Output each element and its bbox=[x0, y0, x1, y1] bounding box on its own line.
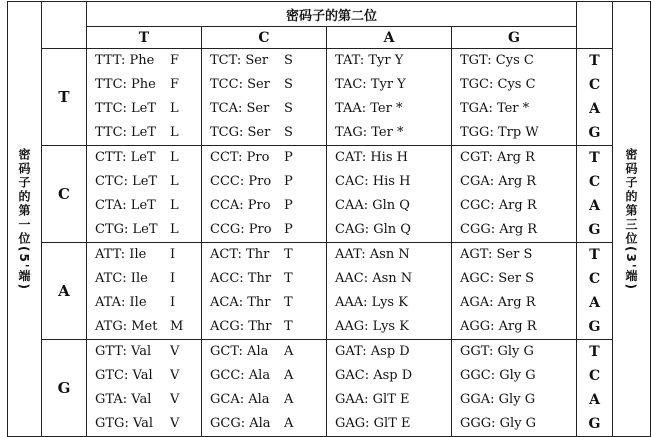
amino-acid-letter: V bbox=[170, 392, 180, 407]
codon-text: CCT: Pro bbox=[210, 150, 270, 165]
codon-text: CGT: Arg R bbox=[460, 150, 535, 165]
codon-text: ACC: Thr bbox=[210, 271, 272, 286]
amino-acid-letter: I bbox=[170, 295, 176, 310]
codon-text: AGG: Arg R bbox=[460, 319, 537, 334]
codon-cell bbox=[87, 49, 202, 146]
amino-acid-letter: L bbox=[170, 101, 179, 116]
codon-cell bbox=[327, 49, 452, 146]
codon-text: AAG: Lys K bbox=[335, 319, 409, 334]
codon-cell bbox=[452, 340, 577, 437]
codon-entry bbox=[452, 315, 576, 339]
codon-cell bbox=[452, 243, 577, 340]
codon-text: AAT: Asn N bbox=[335, 247, 410, 262]
codon-entry bbox=[202, 170, 326, 194]
third-base-label: C bbox=[588, 77, 601, 93]
codon-cell bbox=[87, 243, 202, 340]
codon-entry bbox=[87, 364, 201, 388]
third-base-label: C bbox=[588, 174, 601, 190]
codon-entry bbox=[327, 388, 451, 412]
amino-acid-letter: A bbox=[284, 416, 294, 431]
amino-acid-letter: P bbox=[284, 222, 293, 237]
codon-entry bbox=[87, 267, 201, 291]
amino-acid-letter: P bbox=[284, 150, 293, 165]
codon-entry bbox=[87, 412, 201, 436]
amino-acid-letter: L bbox=[170, 174, 179, 189]
codon-text: CCC: Pro bbox=[210, 174, 272, 189]
codon-text: TAG: Ter * bbox=[335, 125, 404, 140]
codon-entry bbox=[327, 194, 451, 218]
amino-acid-letter: A bbox=[284, 368, 294, 383]
codon-cell bbox=[327, 340, 452, 437]
codon-entry bbox=[452, 291, 576, 315]
first-base-label: T bbox=[42, 49, 87, 146]
second-base-T: T bbox=[87, 27, 202, 49]
codon-text: GAA: GlT E bbox=[335, 392, 410, 407]
codon-entry bbox=[202, 73, 326, 97]
codon-entry bbox=[452, 388, 576, 412]
amino-acid-letter: L bbox=[170, 222, 179, 237]
codon-entry bbox=[202, 146, 326, 170]
codon-text: CTA: LeT bbox=[95, 198, 156, 213]
codon-entry bbox=[452, 49, 576, 73]
codon-text: TTC: Phe bbox=[95, 77, 156, 92]
amino-acid-letter: A bbox=[284, 344, 294, 359]
codon-text: GTC: Val bbox=[95, 368, 153, 383]
codon-entry bbox=[327, 170, 451, 194]
codon-entry bbox=[452, 243, 576, 267]
codon-cell bbox=[327, 146, 452, 243]
codon-text: AGT: Ser S bbox=[460, 247, 533, 262]
codon-entry bbox=[202, 315, 326, 339]
codon-text: TGT: Cys C bbox=[460, 53, 534, 68]
amino-acid-letter: L bbox=[170, 150, 179, 165]
codon-text: TGC: Cys C bbox=[460, 77, 536, 92]
codon-entry bbox=[452, 218, 576, 242]
codon-text: CGA: Arg R bbox=[460, 174, 537, 189]
codon-entry bbox=[87, 388, 201, 412]
corner-cell bbox=[42, 2, 87, 49]
codon-text: CCA: Pro bbox=[210, 198, 271, 213]
codon-text: GGG: Gly G bbox=[460, 416, 537, 431]
third-base-label: A bbox=[589, 392, 600, 408]
third-base-label: A bbox=[589, 101, 600, 117]
amino-acid-letter: V bbox=[170, 416, 180, 431]
third-base-label: T bbox=[589, 150, 600, 166]
amino-acid-letter: F bbox=[170, 53, 180, 68]
codon-entry bbox=[327, 412, 451, 436]
codon-text: ATT: Ile bbox=[95, 247, 147, 262]
amino-acid-letter: T bbox=[284, 247, 293, 262]
codon-entry bbox=[87, 315, 201, 339]
amino-acid-letter: I bbox=[170, 271, 176, 286]
codon-cell bbox=[87, 146, 202, 243]
codon-row bbox=[8, 146, 651, 243]
codon-entry bbox=[327, 291, 451, 315]
codon-entry bbox=[452, 194, 576, 218]
codon-entry bbox=[87, 73, 201, 97]
codon-row bbox=[8, 340, 651, 437]
third-base-column bbox=[577, 49, 613, 146]
amino-acid-letter: S bbox=[284, 101, 293, 116]
codon-entry bbox=[452, 170, 576, 194]
codon-entry bbox=[202, 340, 326, 364]
third-base-label: G bbox=[588, 416, 601, 432]
amino-acid-letter: F bbox=[170, 77, 180, 92]
codon-text: ACT: Thr bbox=[210, 247, 270, 262]
codon-table bbox=[7, 1, 651, 437]
codon-text: TAT: Tyr Y bbox=[335, 53, 404, 68]
codon-entry bbox=[202, 388, 326, 412]
codon-entry bbox=[452, 340, 576, 364]
first-base-label: C bbox=[42, 146, 87, 243]
codon-text: GAG: GlT E bbox=[335, 416, 411, 431]
amino-acid-letter: L bbox=[170, 125, 179, 140]
codon-entry bbox=[327, 364, 451, 388]
amino-acid-letter: P bbox=[284, 174, 293, 189]
codon-cell bbox=[202, 146, 327, 243]
third-base-label: C bbox=[588, 271, 601, 287]
amino-acid-letter: S bbox=[284, 125, 293, 140]
third-base-label: T bbox=[589, 344, 600, 360]
amino-acid-letter: S bbox=[284, 53, 293, 68]
codon-entry bbox=[87, 194, 201, 218]
codon-text: ATC: Ile bbox=[95, 271, 148, 286]
codon-entry bbox=[452, 146, 576, 170]
second-position-header: 密码子的第二位 bbox=[87, 2, 577, 27]
amino-acid-letter: V bbox=[170, 368, 180, 383]
codon-text: TGG: Trp W bbox=[460, 125, 539, 140]
first-position-header bbox=[8, 2, 42, 437]
codon-entry bbox=[327, 315, 451, 339]
codon-entry bbox=[87, 243, 201, 267]
codon-entry bbox=[452, 121, 576, 145]
third-base-label: C bbox=[588, 368, 601, 384]
first-base-label: G bbox=[42, 340, 87, 437]
codon-row bbox=[8, 49, 651, 146]
codon-cell bbox=[87, 340, 202, 437]
codon-text: GCT: Ala bbox=[210, 344, 269, 359]
codon-entry bbox=[327, 340, 451, 364]
codon-entry bbox=[452, 364, 576, 388]
codon-text: CCG: Pro bbox=[210, 222, 272, 237]
codon-text: TAC: Tyr Y bbox=[335, 77, 406, 92]
codon-text: CAC: His H bbox=[335, 174, 411, 189]
codon-text: TTC: LeT bbox=[95, 125, 157, 140]
codon-entry bbox=[452, 73, 576, 97]
codon-entry bbox=[202, 267, 326, 291]
codon-cell bbox=[327, 243, 452, 340]
third-base-column bbox=[577, 340, 613, 437]
codon-cell bbox=[452, 146, 577, 243]
codon-entry bbox=[202, 194, 326, 218]
codon-text: CAT: His H bbox=[335, 150, 408, 165]
third-base-label: G bbox=[588, 125, 601, 141]
codon-text: CAA: Gln Q bbox=[335, 198, 410, 213]
codon-text: CAG: Gln Q bbox=[335, 222, 411, 237]
codon-text: AAA: Lys K bbox=[335, 295, 408, 310]
codon-entry bbox=[327, 121, 451, 145]
codon-text: TAA: Ter * bbox=[335, 101, 403, 116]
codon-cell bbox=[202, 340, 327, 437]
codon-cell bbox=[452, 49, 577, 146]
codon-text: GTG: Val bbox=[95, 416, 154, 431]
codon-text: ACG: Thr bbox=[210, 319, 272, 334]
codon-text: CGC: Arg R bbox=[460, 198, 537, 213]
codon-entry bbox=[87, 340, 201, 364]
third-base-column bbox=[577, 146, 613, 243]
codon-cell bbox=[202, 243, 327, 340]
codon-text: GAT: Asp D bbox=[335, 344, 410, 359]
codon-entry bbox=[327, 73, 451, 97]
codon-text: GCG: Ala bbox=[210, 416, 271, 431]
amino-acid-letter: T bbox=[284, 271, 293, 286]
third-base-label: T bbox=[589, 247, 600, 263]
codon-entry bbox=[452, 267, 576, 291]
third-base-label: G bbox=[588, 319, 601, 335]
codon-entry bbox=[452, 97, 576, 121]
codon-text: AGA: Arg R bbox=[460, 295, 536, 310]
third-base-label: A bbox=[589, 295, 600, 311]
codon-entry bbox=[87, 49, 201, 73]
codon-entry bbox=[327, 218, 451, 242]
amino-acid-letter: T bbox=[284, 319, 293, 334]
codon-text: GTA: Val bbox=[95, 392, 152, 407]
codon-text: ATG: Met bbox=[95, 319, 158, 334]
codon-entry bbox=[327, 97, 451, 121]
codon-entry bbox=[87, 146, 201, 170]
codon-text: CTG: LeT bbox=[95, 222, 158, 237]
codon-text: GCA: Ala bbox=[210, 392, 270, 407]
codon-entry bbox=[202, 243, 326, 267]
codon-text: AAC: Asn N bbox=[335, 271, 413, 286]
codon-entry bbox=[327, 49, 451, 73]
amino-acid-letter: V bbox=[170, 344, 180, 359]
first-base-label: A bbox=[42, 243, 87, 340]
second-base-C: C bbox=[202, 27, 327, 49]
third-position-title: 密码子的第三位(3'端) bbox=[624, 147, 639, 291]
codon-text: TCT: Ser bbox=[210, 53, 269, 68]
codon-text: GTT: Val bbox=[95, 344, 152, 359]
amino-acid-letter: T bbox=[284, 295, 293, 310]
amino-acid-letter: P bbox=[284, 198, 293, 213]
codon-entry bbox=[202, 291, 326, 315]
codon-text: CTC: LeT bbox=[95, 174, 158, 189]
codon-entry bbox=[327, 243, 451, 267]
codon-text: TCC: Ser bbox=[210, 77, 270, 92]
first-position-title: 密码子的第一位(5'端) bbox=[17, 147, 31, 291]
amino-acid-letter: S bbox=[284, 77, 293, 92]
codon-text: GGA: Gly G bbox=[460, 392, 536, 407]
codon-text: AGC: Ser S bbox=[460, 271, 535, 286]
codon-cell bbox=[202, 49, 327, 146]
codon-entry bbox=[202, 97, 326, 121]
amino-acid-letter: I bbox=[170, 247, 176, 262]
corner-cell-right bbox=[577, 2, 613, 49]
codon-entry bbox=[87, 170, 201, 194]
third-base-label: A bbox=[589, 198, 600, 214]
codon-text: CGG: Arg R bbox=[460, 222, 538, 237]
codon-text: GCC: Ala bbox=[210, 368, 271, 383]
codon-entry bbox=[202, 49, 326, 73]
codon-entry bbox=[327, 267, 451, 291]
third-base-column bbox=[577, 243, 613, 340]
codon-text: ACA: Thr bbox=[210, 295, 271, 310]
codon-entry bbox=[202, 121, 326, 145]
codon-entry bbox=[452, 412, 576, 436]
codon-text: TCG: Ser bbox=[210, 125, 271, 140]
amino-acid-letter: M bbox=[170, 319, 184, 334]
codon-entry bbox=[87, 121, 201, 145]
second-base-A: A bbox=[327, 27, 452, 49]
codon-text: GGT: Gly G bbox=[460, 344, 534, 359]
second-base-G: G bbox=[452, 27, 577, 49]
codon-text: CTT: LeT bbox=[95, 150, 156, 165]
third-base-label: T bbox=[589, 53, 600, 69]
codon-text: GGC: Gly G bbox=[460, 368, 536, 383]
third-position-header bbox=[613, 2, 651, 437]
codon-entry bbox=[202, 364, 326, 388]
codon-entry bbox=[87, 291, 201, 315]
codon-entry bbox=[327, 146, 451, 170]
amino-acid-letter: A bbox=[284, 392, 294, 407]
codon-entry bbox=[87, 218, 201, 242]
codon-text: ATA: Ile bbox=[95, 295, 147, 310]
codon-row bbox=[8, 243, 651, 340]
codon-entry bbox=[202, 218, 326, 242]
codon-text: TTT: Phe bbox=[95, 53, 155, 68]
codon-entry bbox=[87, 97, 201, 121]
codon-text: GAC: Asp D bbox=[335, 368, 413, 383]
codon-text: TGA: Ter * bbox=[460, 101, 530, 116]
codon-text: TCA: Ser bbox=[210, 101, 270, 116]
codon-text: TTC: LeT bbox=[95, 101, 157, 116]
codon-entry bbox=[202, 412, 326, 436]
third-base-label: G bbox=[588, 222, 601, 238]
amino-acid-letter: L bbox=[170, 198, 179, 213]
